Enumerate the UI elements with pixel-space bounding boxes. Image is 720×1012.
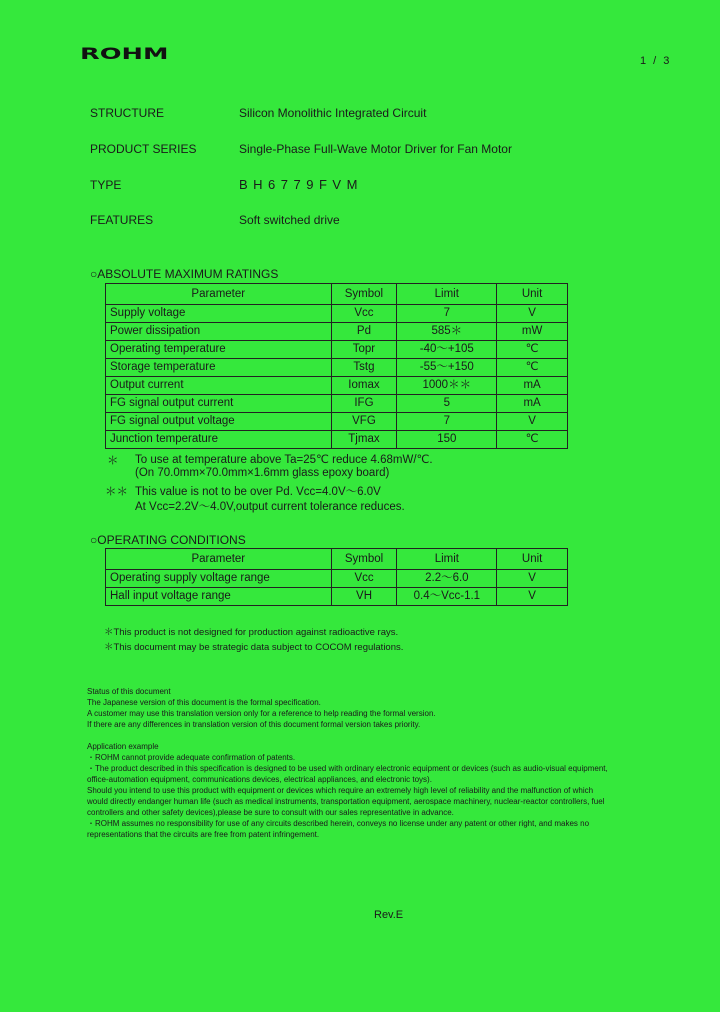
application-line: ・ROHM cannot provide adequate confirmation of patents. (87, 753, 296, 762)
application-line: controllers and other safety devices),please be sure to consult with our sales representative in advance. (87, 808, 454, 817)
symbol-cell: IFG (331, 395, 397, 413)
table-row (106, 341, 568, 359)
limit-cell: 7 (397, 413, 497, 431)
parameter-cell: Hall input voltage range (106, 588, 332, 606)
limit-cell: 150 (397, 431, 497, 449)
symbol-cell: Topr (331, 341, 397, 359)
unit-cell: V (497, 570, 568, 588)
abs-max-table (105, 283, 568, 449)
status-line: A customer may use this translation version only for a reference to help reading the formal version. (87, 709, 436, 718)
product-series-label: PRODUCT SERIES (90, 142, 197, 156)
note1-mark: ＊ (107, 455, 119, 467)
note2-mark: ＊＊ (105, 486, 128, 498)
limit-cell: 5 (397, 395, 497, 413)
table-row (106, 377, 568, 395)
abs-max-title: ○ABSOLUTE MAXIMUM RATINGS (90, 267, 279, 281)
header-limit: Limit (397, 549, 497, 570)
unit-cell: V (497, 413, 568, 431)
table-row (106, 395, 568, 413)
unit-cell: ℃ (497, 431, 568, 449)
symbol-cell: Vcc (331, 305, 397, 323)
structure-value: Silicon Monolithic Integrated Circuit (239, 106, 427, 120)
note1-line2: (On 70.0mm×70.0mm×1.6mm glass epoxy board) (135, 467, 390, 479)
header-symbol: Symbol (331, 284, 397, 305)
table-row (106, 305, 568, 323)
application-line: Should you intend to use this product with equipment or devices which require an extremely high level of reliability and the malfunction of which (87, 786, 594, 795)
note2-line1: This value is not to be over Pd. Vcc=4.0V～6.0V (135, 486, 381, 498)
disclaimer-radioactive: ＊This product is not designed for production against radioactive rays. (104, 627, 399, 638)
note1-line1: To use at temperature above Ta=25℃ reduce 4.68mW/℃. (135, 454, 433, 466)
application-line: office-automation equipment, communications devices, electrical appliances, and electronic toys). (87, 775, 432, 784)
type-label: TYPE (90, 178, 122, 192)
symbol-cell: Pd (331, 323, 397, 341)
unit-cell: mW (497, 323, 568, 341)
limit-cell: 585＊ (397, 323, 497, 341)
header-limit: Limit (397, 284, 497, 305)
unit-cell: mA (497, 395, 568, 413)
table-header-row (106, 549, 568, 570)
status-title: Status of this document (87, 687, 171, 696)
parameter-cell: Power dissipation (106, 323, 332, 341)
table-row (106, 413, 568, 431)
op-cond-table (105, 548, 568, 606)
application-line: ・The product described in this specification is designed to be used with ordinary electronic equipment or devices (such as audio-visual equipment, (87, 764, 608, 773)
limit-cell: 1000＊＊ (397, 377, 497, 395)
header-unit: Unit (497, 549, 568, 570)
header-parameter: Parameter (106, 284, 332, 305)
header-symbol: Symbol (331, 549, 397, 570)
unit-cell: mA (497, 377, 568, 395)
rohm-logo: ROHM (80, 44, 169, 63)
product-series-value: Single-Phase Full-Wave Motor Driver for Fan Motor (239, 142, 512, 156)
parameter-cell: Storage temperature (106, 359, 332, 377)
application-line: representations that the circuits are free from patent infringement. (87, 830, 320, 839)
symbol-cell: VFG (331, 413, 397, 431)
op-cond-title: ○OPERATING CONDITIONS (90, 533, 246, 547)
symbol-cell: Vcc (331, 570, 397, 588)
features-value: Soft switched drive (239, 213, 340, 227)
symbol-cell: Iomax (331, 377, 397, 395)
parameter-cell: FG signal output current (106, 395, 332, 413)
symbol-cell: VH (331, 588, 397, 606)
parameter-cell: FG signal output voltage (106, 413, 332, 431)
table-row (106, 359, 568, 377)
features-label: FEATURES (90, 213, 154, 227)
parameter-cell: Supply voltage (106, 305, 332, 323)
table-header-row (106, 284, 568, 305)
table-row (106, 570, 568, 588)
revision-label: Rev.E (374, 909, 404, 921)
structure-label: STRUCTURE (90, 106, 164, 120)
header-parameter: Parameter (106, 549, 332, 570)
page-number: 1 / 3 (640, 55, 672, 67)
application-title: Application example (87, 742, 159, 751)
limit-cell: 7 (397, 305, 497, 323)
type-value: BH6779FVM (239, 177, 363, 192)
table-row (106, 323, 568, 341)
parameter-cell: Operating temperature (106, 341, 332, 359)
unit-cell: ℃ (497, 341, 568, 359)
application-line: ・ROHM assumes no responsibility for use of any circuits described herein, conveys no license under any patent or other right, and makes no (87, 819, 590, 828)
limit-cell: 2.2～6.0 (397, 570, 497, 588)
application-line: would directly endanger human life (such as medical instruments, transportation equipment, aerospace machinery, nuclear-reactor controllers, fuel (87, 797, 605, 806)
disclaimer-cocom: ＊This document may be strategic data subject to COCOM regulations. (104, 642, 404, 653)
table-row (106, 431, 568, 449)
status-line: The Japanese version of this document is the formal specification. (87, 698, 321, 707)
limit-cell: -55～+150 (397, 359, 497, 377)
status-line: If there are any differences in translation version of this document formal version takes priority. (87, 720, 421, 729)
unit-cell: V (497, 588, 568, 606)
parameter-cell: Junction temperature (106, 431, 332, 449)
unit-cell: ℃ (497, 359, 568, 377)
parameter-cell: Output current (106, 377, 332, 395)
note2-line2: At Vcc=2.2V～4.0V,output current tolerance reduces. (135, 501, 405, 513)
parameter-cell: Operating supply voltage range (106, 570, 332, 588)
header-unit: Unit (497, 284, 568, 305)
table-row (106, 588, 568, 606)
limit-cell: 0.4～Vcc-1.1 (397, 588, 497, 606)
symbol-cell: Tjmax (331, 431, 397, 449)
symbol-cell: Tstg (331, 359, 397, 377)
unit-cell: V (497, 305, 568, 323)
limit-cell: -40～+105 (397, 341, 497, 359)
